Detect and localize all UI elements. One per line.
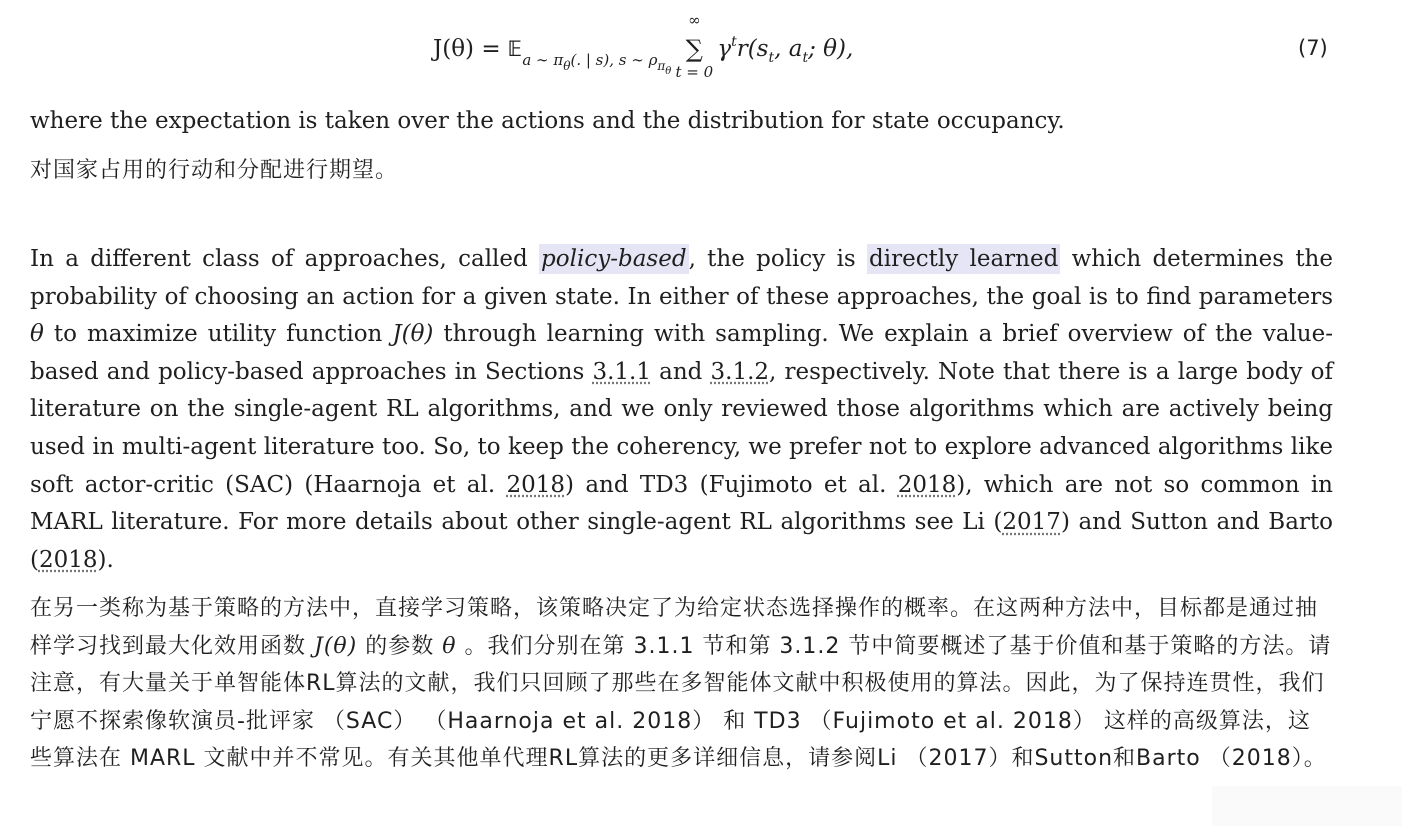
eq-expectation: 𝔼 — [507, 37, 523, 61]
equation-7 — [0, 11, 1402, 86]
eq-sum-top: ∞ — [688, 11, 701, 29]
citation-link-fujimoto-2018[interactable]: 2018 — [897, 471, 957, 498]
eq-gamma: γ — [717, 36, 732, 62]
policy-based-paragraph — [30, 241, 1333, 579]
section-link-3-1-1[interactable]: 3.1.1 — [592, 358, 651, 385]
equation-body — [433, 11, 854, 81]
eq-sub-cond: (. | s), s ∼ ρ — [570, 51, 658, 69]
eq-sum-symbol: ∑ — [685, 35, 703, 63]
where-sentence: where the expectation is taken over the actions and the distribution for state occupancy. — [30, 108, 1065, 134]
para-text: to maximize utility function — [43, 321, 393, 348]
citation-link-sutton-barto-2018[interactable]: 2018 — [38, 546, 98, 573]
eq-summation — [673, 11, 715, 81]
para-text: ). — [97, 546, 114, 573]
where-sentence-translation: 对国家占用的行动和分配进行期望。 — [30, 158, 399, 183]
eq-sub-pi-theta: θ — [665, 66, 672, 77]
math-theta: θ — [30, 321, 44, 348]
equation-number: (7) — [1298, 36, 1328, 60]
math-j-theta: J(θ) — [392, 321, 434, 348]
para-text: In a different class of approaches, called — [30, 246, 540, 272]
zh-text: 。我们分别在第 3.1.1 节和第 3.1.2 节中简要概述了基于价值和基于策略的方法。请注意，有大量关于单智能体RL算法的文献，我们只回顾了那些在多智能体文献中积极使用的算法。因此，为了保持连贯性，我们宁愿不探索像软演员-批评家 （SAC） （Haarnoja et al. 2018） 和 TD3 （Fujimoto et al. 2018） 这样的高级算法，这些算法在 MARL 文献中并不常见。有关其他单代理RL算法的更多详细信息，请参阅Li （2017）和Sutton和Barto （2018）。 — [30, 633, 1332, 772]
para-text: ), which are not so common in MARL literature. For more details about other single-agent RL algorithms see Li ( — [30, 471, 1333, 536]
corner-fade — [1212, 786, 1402, 826]
highlight-policy-based[interactable]: policy-based — [541, 246, 687, 272]
eq-lhs: J(θ) = — [433, 36, 508, 62]
eq-a-sub: t — [802, 50, 809, 66]
eq-a: , a — [774, 36, 803, 62]
para-text: ) and Sutton and Barto ( — [30, 509, 1333, 573]
para-text: which determines the probability of choosing an action for a given state. In either of these approaches, the goal is to find parameters — [30, 246, 1333, 310]
para-text: , the policy is — [688, 246, 868, 272]
eq-sub-theta: θ — [563, 59, 571, 73]
para-text: and — [650, 358, 711, 385]
eq-sub-main: a ∼ π — [522, 51, 564, 69]
para-text: through learning with sampling. We explain a brief overview of the value-based and policy-based approaches in Sections — [30, 321, 1334, 385]
policy-based-paragraph-translation — [30, 590, 1333, 778]
section-link-3-1-2[interactable]: 3.1.2 — [710, 358, 770, 385]
para-text: ) and TD3 (Fujimoto et al. — [565, 471, 898, 498]
zh-math-j-theta: J(θ) — [314, 633, 358, 659]
eq-expectation-subscript — [522, 51, 671, 77]
eq-sub-pi: π — [657, 59, 666, 73]
zh-text: 的参数 — [357, 633, 443, 659]
para-text: , respectively. Note that there is a large body of literature on the single-agent RL algorithms, and we only reviewed those algorithms which are actively being used in multi-agent literature too. So, to keep the coherency, we prefer not to explore advanced algorithms like soft actor-critic (SAC) (Haarnoja et al. — [30, 358, 1334, 498]
highlight-directly-learned[interactable]: directly learned — [869, 246, 1059, 272]
zh-math-theta: θ — [442, 633, 457, 659]
eq-gamma-sup: t — [731, 34, 737, 50]
eq-tail: ; θ), — [808, 36, 854, 62]
citation-link-haarnoja-2018[interactable]: 2018 — [506, 471, 566, 498]
eq-reward: r(s — [736, 36, 769, 62]
zh-text: 在另一类称为基于策略的方法中，直接学习策略，该策略决定了为给定状态选择操作的概率。在这两种方法中，目标都是通过抽样学习找到最大化效用函数 — [30, 596, 1319, 659]
eq-s-sub: t — [768, 50, 775, 66]
eq-sum-bottom: t = 0 — [675, 63, 714, 81]
citation-link-li-2017[interactable]: 2017 — [1002, 509, 1061, 536]
